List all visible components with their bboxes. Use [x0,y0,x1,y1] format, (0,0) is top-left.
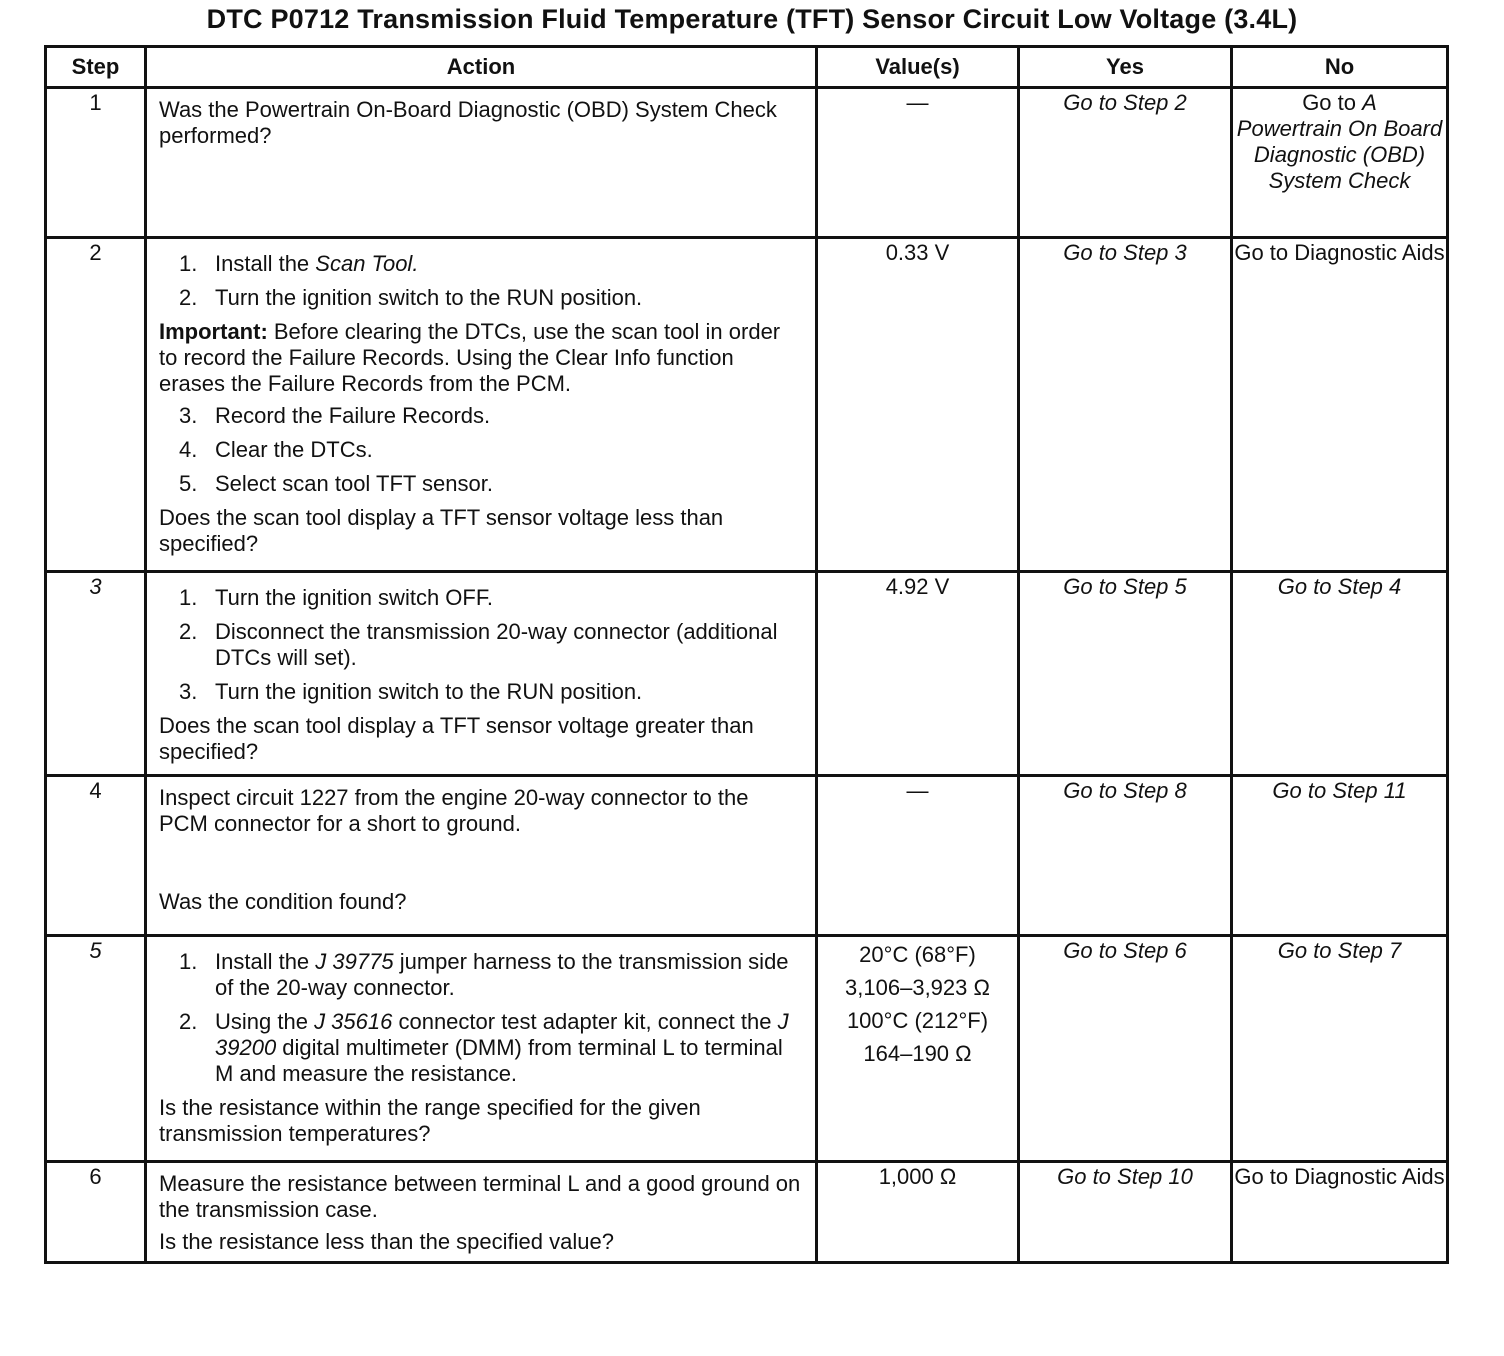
table-row-step-2 [46,238,1448,572]
no-cell: Go to Diagnostic Aids [1232,1162,1448,1263]
action-steps [159,403,803,497]
action-steps [159,251,803,311]
list-item: 2. Disconnect the transmission 20-way connector (additional DTCs will set). [179,619,778,670]
list-item: 2. Turn the ignition switch to the RUN position. [179,285,643,310]
action-question: Does the scan tool display a TFT sensor voltage greater than specified? [159,713,754,764]
no-cell: Go to Step 4 [1232,572,1448,776]
page-title: DTC P0712 Transmission Fluid Temperature (TFT) Sensor Circuit Low Voltage (3.4L) [206,4,1298,34]
action-text: Measure the resistance between terminal L and a good ground on the transmission case. [159,1171,801,1222]
action-question: Was the condition found? [159,889,407,914]
header-values: Value(s) [817,47,1019,88]
list-item: 4. Clear the DTCs. [179,437,373,462]
list-item: 3. Record the Failure Records. [179,403,491,428]
action-cell [146,572,817,776]
list-item: 1. Install the J 39775 jumper harness to the transmission side of the 20-way connector. [179,949,789,1000]
step-number: 4 [46,776,146,936]
table-row-step-4 [46,776,1448,936]
list-item: 5. Select scan tool TFT sensor. [179,471,493,496]
step-number: 3 [46,572,146,776]
header-action: Action [146,47,817,88]
action-cell [146,88,817,238]
table-header-row [46,47,1448,88]
table-row-step-1 [46,88,1448,238]
value-cell: — [817,776,1019,936]
step-number: 2 [46,238,146,572]
no-prefix: Go to [1302,90,1363,115]
action-cell [146,1162,817,1263]
value-resistance-high: 164–190 Ω [863,1041,972,1066]
yes-cell: Go to Step 3 [1019,238,1232,572]
value-temp-low: 20°C (68°F) [859,942,976,967]
action-steps [159,585,803,705]
action-steps [159,949,803,1087]
no-cell: Go to Step 11 [1232,776,1448,936]
value-cell: 1,000 Ω [817,1162,1019,1263]
no-link-text: Powertrain On Board Diagnostic (OBD) System Check [1236,116,1443,193]
table-row-step-5 [46,936,1448,1162]
action-question: Does the scan tool display a TFT sensor voltage less than specified? [159,505,724,556]
action-cell [146,776,817,936]
list-item: 2. Using the J 35616 connector test adapter kit, connect the J 39200 digital multimeter (DMM) from terminal L to terminal M and measure the resistance. [179,1009,789,1086]
table-row-step-3 [46,572,1448,776]
step-number: 5 [46,936,146,1162]
value-cell: — [817,88,1019,238]
value-cell: 4.92 V [817,572,1019,776]
action-cell [146,238,817,572]
step-number: 6 [46,1162,146,1263]
list-item: 3. Turn the ignition switch to the RUN position. [179,679,643,704]
action-text: Inspect circuit 1227 from the engine 20-way connector to the PCM connector for a short to ground. [159,785,749,836]
value-cell: 0.33 V [817,238,1019,572]
header-step: Step [46,47,146,88]
step-number: 1 [46,88,146,238]
action-question: Is the resistance less than the specified value? [159,1229,614,1254]
yes-cell: Go to Step 10 [1019,1162,1232,1263]
no-cell: Go to Diagnostic Aids [1232,238,1448,572]
yes-cell: Go to Step 5 [1019,572,1232,776]
action-cell [146,936,817,1162]
no-cell: Go to Step 7 [1232,936,1448,1162]
diagnostic-table [44,45,1449,1264]
value-cell [817,936,1019,1162]
yes-cell: Go to Step 8 [1019,776,1232,936]
yes-cell: Go to Step 2 [1019,88,1232,238]
list-item: 1. Install the Scan Tool. [179,251,419,276]
action-question: Is the resistance within the range specified for the given transmission temperatures? [159,1095,701,1146]
no-cell [1232,88,1448,238]
important-note: Important: Before clearing the DTCs, use the scan tool in order to record the Failure Records. Using the Clear Info function erases the Failure Records from the PCM. [159,319,781,396]
header-no: No [1232,47,1448,88]
no-link-a: A [1362,90,1377,115]
list-item: 1. Turn the ignition switch OFF. [179,585,493,610]
header-yes: Yes [1019,47,1232,88]
value-temp-high: 100°C (212°F) [846,1008,989,1033]
yes-cell: Go to Step 6 [1019,936,1232,1162]
table-row-step-6 [46,1162,1448,1263]
action-question: Was the Powertrain On-Board Diagnostic (OBD) System Check performed? [159,97,777,148]
value-resistance-low: 3,106–3,923 Ω [845,975,990,1000]
